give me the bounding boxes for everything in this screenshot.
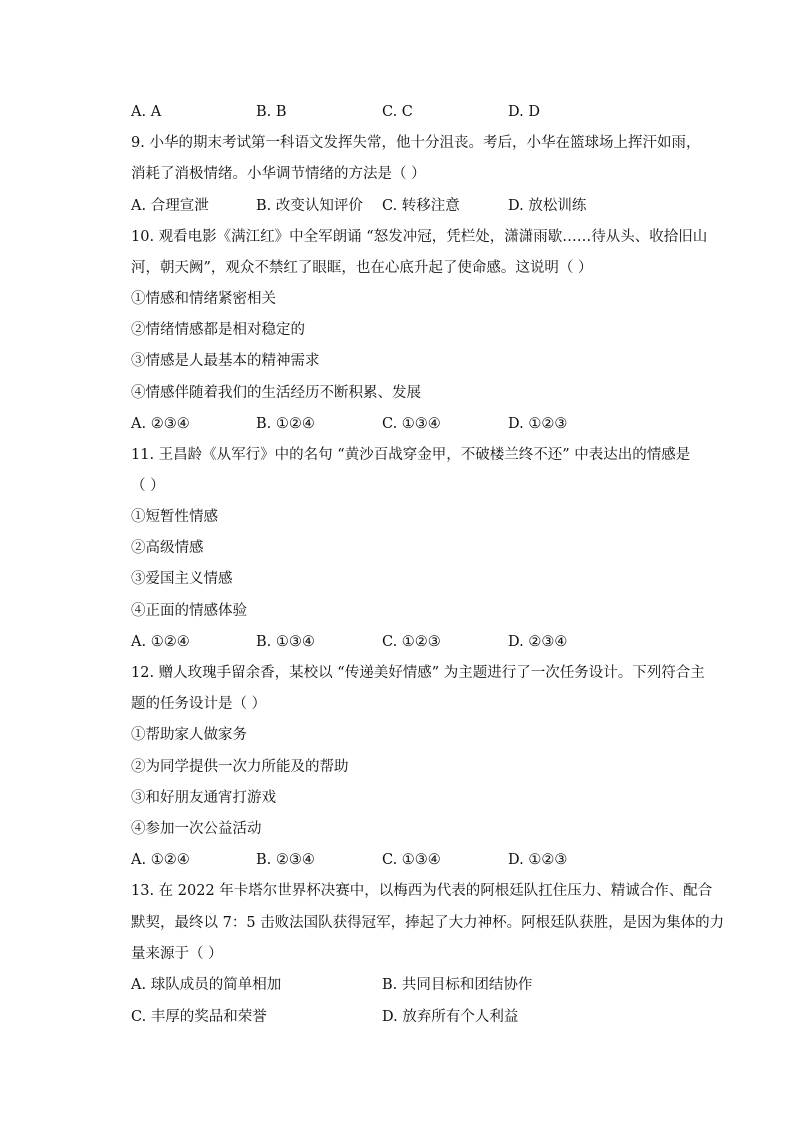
- question-stem-line: 默契，最终以 7：5 击败法国队获得冠军，捧起了大力神杯。阿根廷队获胜，是因为集体的力: [131, 915, 725, 931]
- statement-item: ②情绪情感都是相对稳定的: [131, 322, 305, 338]
- option-d: D. D: [508, 104, 540, 120]
- question-stem-line: 9. 小华的期末考试第一科语文发挥失常，他十分沮丧。考后，小华在篮球场上挥汗如雨，: [131, 135, 701, 151]
- statement-item: ④参加一次公益活动: [131, 821, 262, 837]
- option-c: C. ①③④: [382, 852, 441, 868]
- statement-item: ①短暂性情感: [131, 509, 218, 525]
- option-d: D. ①②③: [508, 416, 568, 432]
- option-c: C. 转移注意: [382, 198, 460, 214]
- question-stem-line: 13. 在 2022 年卡塔尔世界杯决赛中，以梅西为代表的阿根廷队扛住压力、精诚合作、配合: [131, 883, 713, 899]
- option-a: A. A: [131, 104, 162, 120]
- option-a: A. ②③④: [131, 416, 190, 432]
- question-stem-line: 量来源于（ ）: [131, 946, 223, 962]
- question-stem-line: 题的任务设计是（ ）: [131, 696, 267, 712]
- statement-item: ③和好朋友通宵打游戏: [131, 790, 276, 806]
- statement-item: ③爱国主义情感: [131, 571, 233, 587]
- option-b: B. 共同目标和团结协作: [382, 977, 533, 993]
- option-a: A. ①②④: [131, 852, 190, 868]
- option-c: C. 丰厚的奖品和荣誉: [131, 1009, 267, 1025]
- option-d: D. 放弃所有个人利益: [382, 1009, 519, 1025]
- statement-item: ④情感伴随着我们的生活经历不断积累、发展: [131, 385, 421, 401]
- statement-item: ②高级情感: [131, 540, 204, 556]
- question-stem-line: 11. 王昌龄《从军行》中的名句 “黄沙百战穿金甲，不破楼兰终不还” 中表达出的情感是: [131, 447, 691, 463]
- option-a: A. ①②④: [131, 634, 190, 650]
- option-b: B. ①②④: [256, 416, 315, 432]
- question-stem-line: （ ）: [131, 478, 165, 494]
- option-a: A. 合理宣泄: [131, 198, 209, 214]
- statement-item: ②为同学提供一次力所能及的帮助: [131, 759, 349, 775]
- option-c: C. ①②③: [382, 634, 441, 650]
- option-d: D. ②③④: [508, 634, 568, 650]
- statement-item: ④正面的情感体验: [131, 603, 247, 619]
- statement-item: ③情感是人最基本的精神需求: [131, 353, 320, 369]
- option-d: D. ①②③: [508, 852, 568, 868]
- question-stem-line: 河，朝天阙”，观众不禁红了眼眶，也在心底升起了使命感。这说明（ ）: [131, 260, 593, 276]
- option-b: B. B: [256, 104, 287, 120]
- statement-item: ①情感和情绪紧密相关: [131, 291, 276, 307]
- statement-item: ①帮助家人做家务: [131, 727, 247, 743]
- option-d: D. 放松训练: [508, 198, 587, 214]
- option-a: A. 球队成员的简单相加: [131, 977, 282, 993]
- option-c: C. C: [382, 104, 413, 120]
- option-b: B. ②③④: [256, 852, 315, 868]
- question-stem-line: 消耗了消极情绪。小华调节情绪的方法是（ ）: [131, 166, 426, 182]
- option-b: B. 改变认知评价: [256, 198, 363, 214]
- option-b: B. ①③④: [256, 634, 315, 650]
- question-stem-line: 12. 赠人玫瑰手留余香，某校以 “传递美好情感” 为主题进行了一次任务设计。下列符合主: [131, 665, 705, 681]
- question-stem-line: 10. 观看电影《满江红》中全军朗诵 “怒发冲冠，凭栏处，潇潇雨歇……待从头、收拾旧山: [131, 229, 708, 245]
- option-c: C. ①③④: [382, 416, 441, 432]
